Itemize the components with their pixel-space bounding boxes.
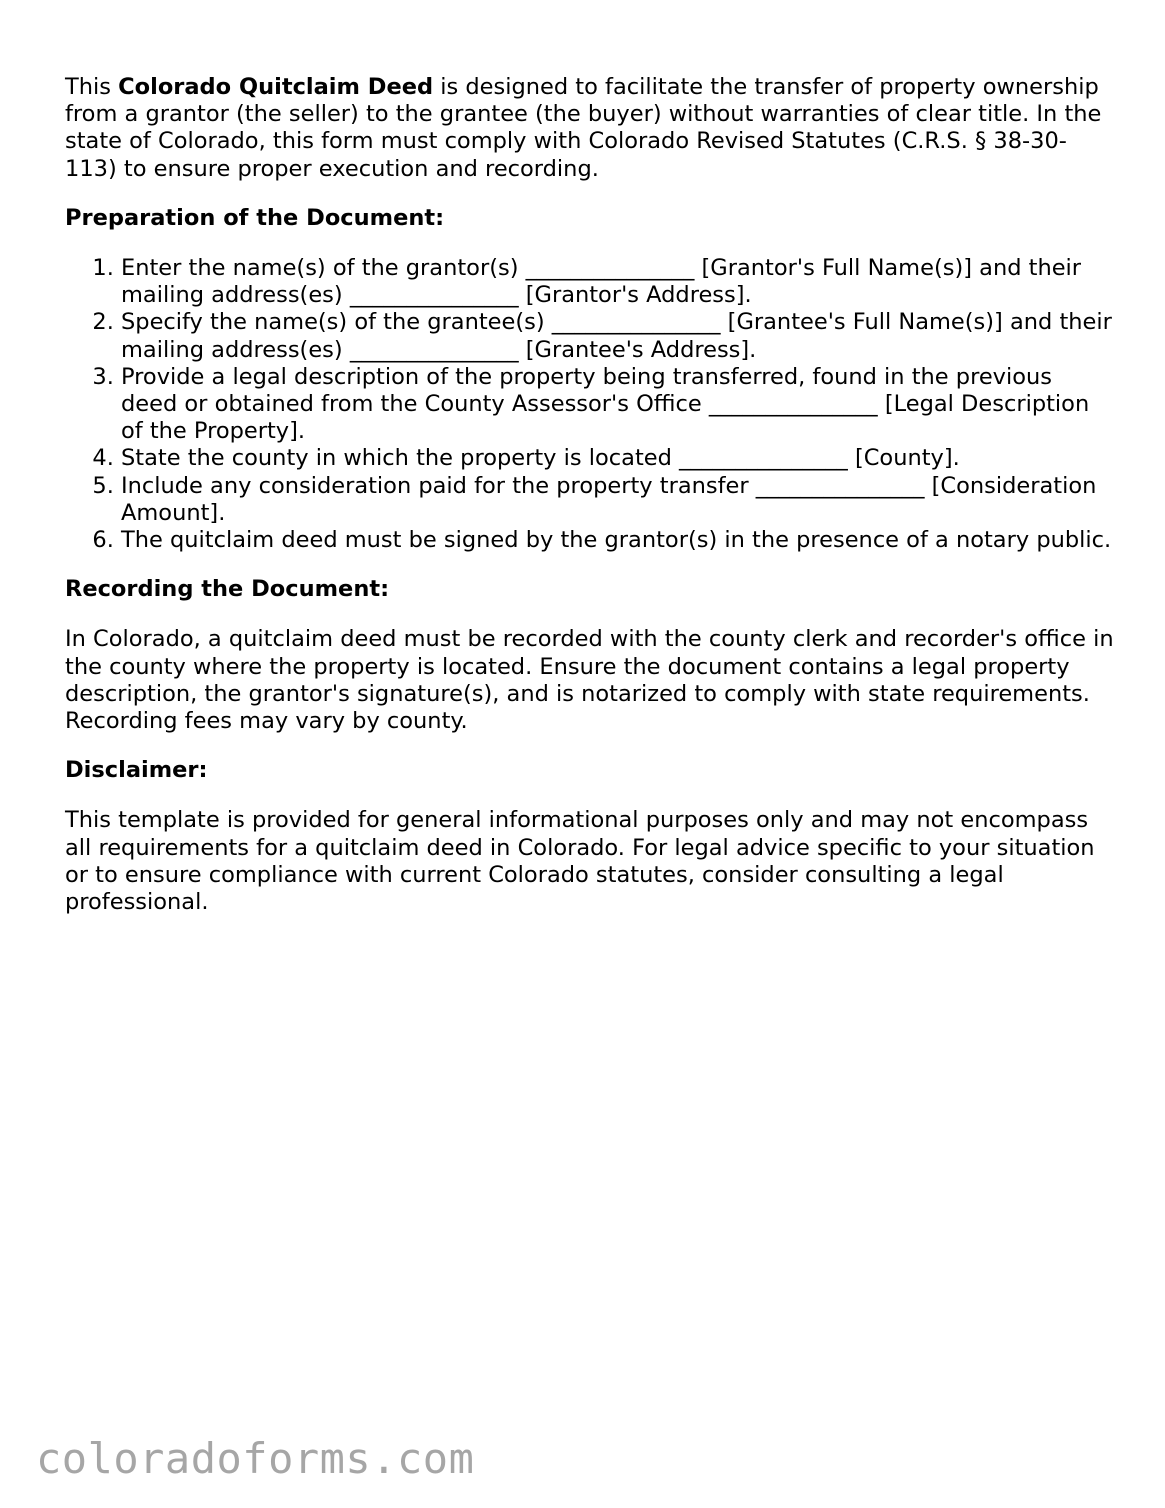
preparation-step: 4. State the county in which the property is located _______________ [County]. [121, 445, 1115, 472]
preparation-step: 1. Enter the name(s) of the grantor(s) _______________ [Grantor's Full Name(s)] and their mailing address(es) _______________ [Grantor's Address]. [121, 255, 1115, 309]
disclaimer-heading: Disclaimer: [65, 757, 208, 784]
preparation-steps-list [65, 255, 1115, 554]
preparation-step: 2. Specify the name(s) of the grantee(s) _______________ [Grantee's Full Name(s)] and their mailing address(es) _______________ [Grantee's Address]. [121, 309, 1115, 363]
recording-paragraph: In Colorado, a quitclaim deed must be recorded with the county clerk and recorder's office in the county where the property is located. Ensure the document contains a legal property description, the grantor's signature(s), and is notarized to comply with state requirements. Recording fees may vary by county. [65, 626, 1114, 735]
preparation-step: 3. Provide a legal description of the property being transferred, found in the previous deed or obtained from the County Assessor's Office _______________ [Legal Description of the Property]. [121, 364, 1115, 446]
form-title: Colorado Quitclaim Deed [118, 74, 434, 100]
preparation-step: 6. The quitclaim deed must be signed by the grantor(s) in the presence of a notary public. [121, 527, 1115, 554]
intro-suffix: is designed to facilitate the transfer of property ownership from a grantor (the seller) to the grantee (the buyer) without warranties of clear title. In the state of Colorado, this form must comply with Colorado Revised Statutes (C.R.S. § 38-30-113) to ensure proper execution and recording. [65, 74, 1102, 182]
preparation-step: 5. Include any consideration paid for the property transfer _______________ [Consideration Amount]. [121, 473, 1115, 527]
site-watermark: coloradoforms.com [36, 1434, 475, 1483]
intro-paragraph [65, 74, 1115, 183]
document-body [65, 74, 1115, 938]
recording-heading: Recording the Document: [65, 576, 390, 603]
disclaimer-paragraph: This template is provided for general informational purposes only and may not encompass all requirements for a quitclaim deed in Colorado. For legal advice specific to your situation or to ensure compliance with current Colorado statutes, consider consulting a legal professional. [65, 807, 1095, 916]
intro-prefix: This [65, 74, 119, 100]
preparation-heading: Preparation of the Document: [65, 204, 445, 231]
